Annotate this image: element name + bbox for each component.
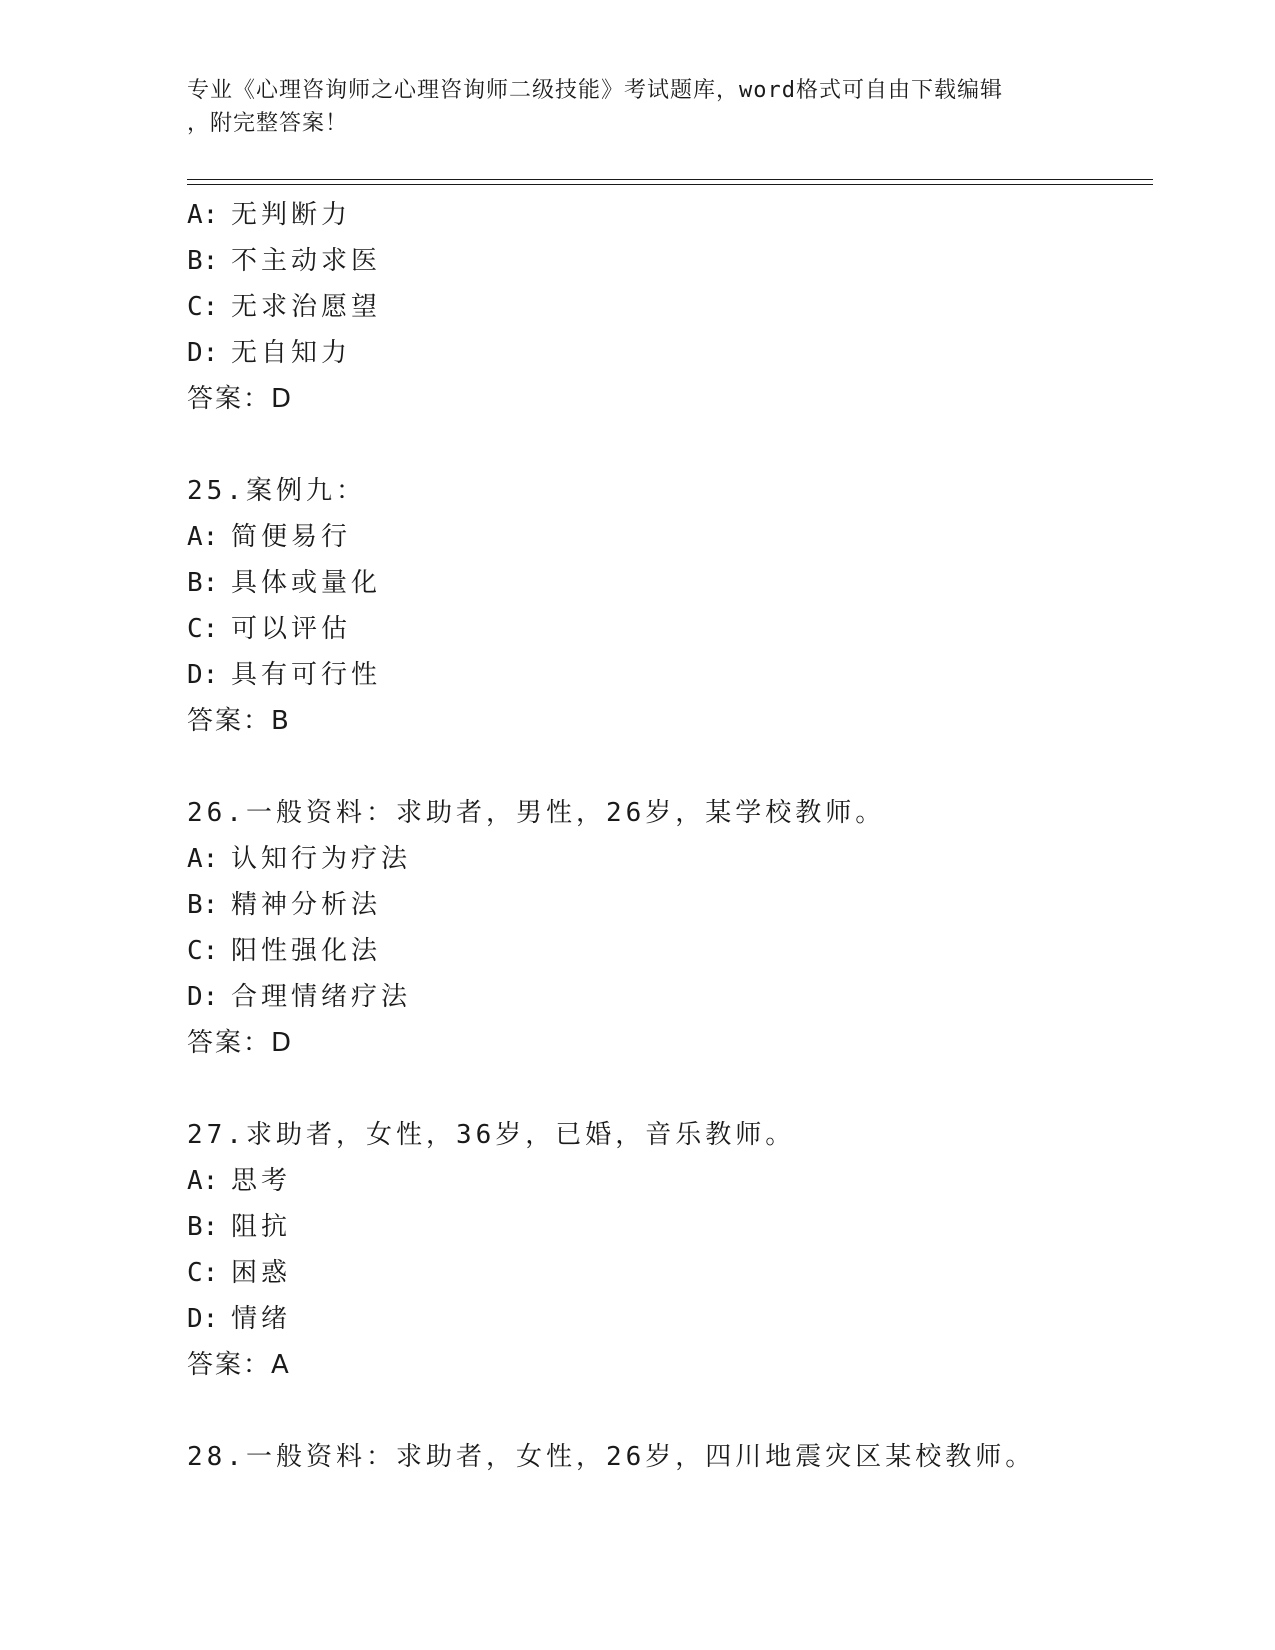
option-text: 不主动求医 — [231, 246, 382, 276]
spacer — [187, 744, 1153, 790]
option-text: 无求治愿望 — [231, 292, 382, 322]
option-text: 思考 — [231, 1166, 292, 1196]
option-label: B: — [187, 1212, 219, 1242]
question-stem: 26.一般资料：求助者，男性，26岁，某学校教师。 — [187, 798, 886, 828]
header-line-2: ，附完整答案！ — [187, 111, 349, 136]
option-label: A: — [187, 522, 219, 552]
option-label: A: — [187, 844, 219, 874]
header-divider-bottom — [187, 184, 1153, 185]
option-a — [187, 1158, 1153, 1204]
question-stem: 28.一般资料：求助者，女性，26岁，四川地震灾区某校教师。 — [187, 1442, 1036, 1472]
option-label: C: — [187, 936, 219, 966]
answer-line: 答案：D — [187, 1028, 294, 1058]
option-label: D: — [187, 338, 219, 368]
document-header — [187, 74, 1087, 140]
question-block — [187, 790, 1153, 1066]
header-divider-top — [187, 179, 1153, 180]
option-text: 具体或量化 — [231, 568, 382, 598]
option-text: 阻抗 — [231, 1212, 292, 1242]
answer-line: 答案：D — [187, 384, 294, 414]
option-label: D: — [187, 982, 219, 1012]
option-label: D: — [187, 660, 219, 690]
option-text: 情绪 — [231, 1304, 292, 1334]
option-label: D: — [187, 1304, 219, 1334]
option-d — [187, 974, 1153, 1020]
option-label: A: — [187, 200, 219, 230]
option-text: 无自知力 — [231, 338, 352, 368]
option-label: B: — [187, 890, 219, 920]
question-block — [187, 1434, 1153, 1480]
question-block — [187, 468, 1153, 744]
option-text: 无判断力 — [231, 200, 352, 230]
option-text: 阳性强化法 — [231, 936, 382, 966]
option-text: 合理情绪疗法 — [231, 982, 412, 1012]
option-label: B: — [187, 568, 219, 598]
option-text: 简便易行 — [231, 522, 352, 552]
option-c — [187, 928, 1153, 974]
header-line-1: 专业《心理咨询师之心理咨询师二级技能》考试题库，word格式可自由下载编辑 — [187, 78, 1003, 103]
option-text: 精神分析法 — [231, 890, 382, 920]
answer-line: 答案：B — [187, 706, 291, 736]
option-c — [187, 606, 1153, 652]
option-c — [187, 284, 1153, 330]
option-b — [187, 560, 1153, 606]
answer-line: 答案：A — [187, 1350, 291, 1380]
option-a — [187, 836, 1153, 882]
option-text: 困惑 — [231, 1258, 292, 1288]
option-b — [187, 238, 1153, 284]
spacer — [187, 1066, 1153, 1112]
question-stem: 27.求助者，女性，36岁，已婚，音乐教师。 — [187, 1120, 796, 1150]
option-c — [187, 1250, 1153, 1296]
option-label: A: — [187, 1166, 219, 1196]
option-label: C: — [187, 1258, 219, 1288]
option-d — [187, 1296, 1153, 1342]
option-text: 可以评估 — [231, 614, 352, 644]
question-stem: 25.案例九： — [187, 476, 366, 506]
option-label: B: — [187, 246, 219, 276]
option-b — [187, 882, 1153, 928]
option-a — [187, 514, 1153, 560]
option-d — [187, 652, 1153, 698]
option-d — [187, 330, 1153, 376]
question-list — [187, 192, 1153, 1480]
spacer — [187, 1388, 1153, 1434]
option-label: C: — [187, 292, 219, 322]
option-a — [187, 192, 1153, 238]
spacer — [187, 422, 1153, 468]
question-block — [187, 1112, 1153, 1388]
option-label: C: — [187, 614, 219, 644]
option-b — [187, 1204, 1153, 1250]
option-text: 具有可行性 — [231, 660, 382, 690]
question-block — [187, 192, 1153, 422]
option-text: 认知行为疗法 — [231, 844, 412, 874]
